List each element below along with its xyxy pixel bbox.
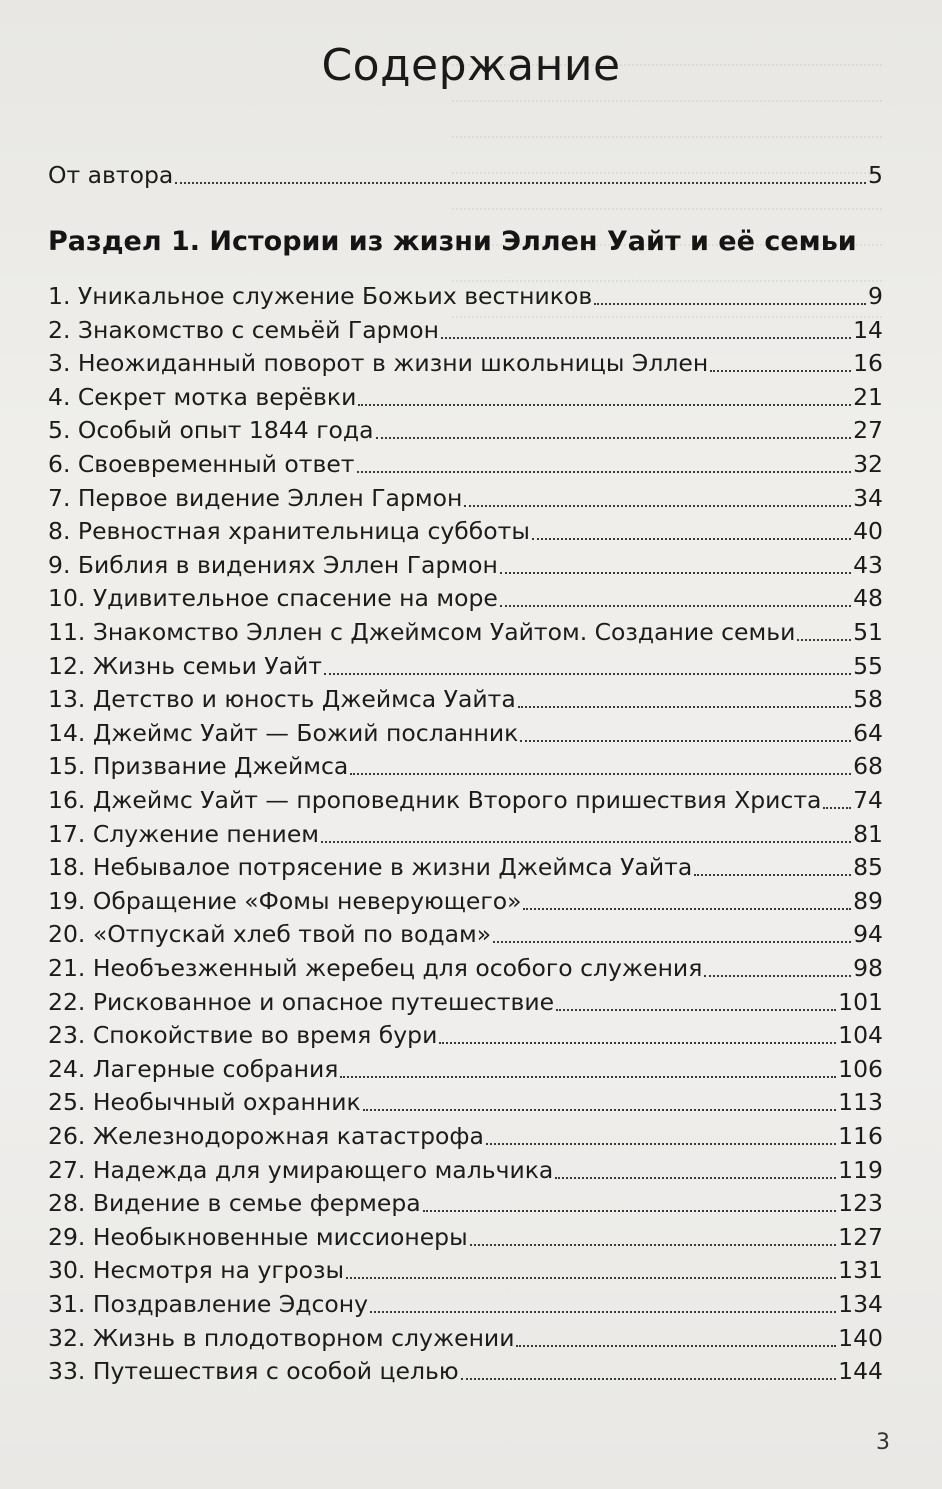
toc-entry-label: 16. Джеймс Уайт — проповедник Второго пришествия Христа — [48, 786, 822, 814]
toc-entry[interactable] — [48, 1184, 883, 1218]
toc-entry-label: 30. Несмотря на угрозы — [48, 1256, 345, 1285]
leader-dots — [175, 181, 866, 184]
toc-entry-page: 98 — [853, 954, 883, 982]
toc-entry-page: 101 — [838, 987, 883, 1016]
toc-entry[interactable] — [48, 1050, 883, 1084]
toc-entry[interactable] — [48, 915, 883, 949]
leader-dots — [523, 907, 851, 910]
toc-entry-page: 68 — [853, 752, 883, 781]
toc-entry-page: 134 — [838, 1290, 883, 1318]
toc-entry-label: 15. Призвание Джеймса — [48, 752, 349, 781]
leader-dots — [555, 1176, 836, 1179]
toc-entry-label: 26. Железнодорожная катастрофа — [48, 1122, 484, 1150]
toc-entry-label: 10. Удивительное спасение на море — [48, 584, 498, 613]
toc-entry-page: 40 — [853, 517, 883, 546]
toc-entry[interactable] — [48, 378, 883, 412]
toc-entry-page: 140 — [838, 1323, 883, 1352]
toc-entry-label: 5. Особый опыт 1844 года — [48, 416, 374, 445]
toc-entry[interactable] — [48, 1117, 883, 1151]
leader-dots — [423, 1209, 836, 1212]
leader-dots — [358, 403, 851, 406]
toc-entry-page: 85 — [853, 853, 883, 882]
leader-dots — [324, 672, 851, 675]
toc-entry-page: 16 — [853, 349, 883, 378]
toc-entry-label: 21. Необъезженный жеребец для особого служения — [48, 954, 703, 982]
leader-dots — [321, 840, 851, 843]
toc-entry-label: 27. Надежда для умирающего мальчика — [48, 1155, 554, 1184]
toc-entry[interactable] — [48, 512, 883, 546]
page-title: Содержание — [321, 40, 621, 91]
toc-entry[interactable] — [48, 1285, 883, 1319]
toc-entry[interactable] — [48, 311, 883, 345]
toc-entry-page: 32 — [853, 450, 883, 478]
leader-dots — [439, 1041, 836, 1044]
toc-entry-page: 131 — [838, 1256, 883, 1285]
toc-entry[interactable] — [48, 949, 883, 983]
toc-entry[interactable] — [48, 613, 883, 647]
toc-entry[interactable] — [48, 1251, 883, 1285]
toc-entry-label: 9. Библия в видениях Эллен Гармон — [48, 550, 498, 579]
toc-entry[interactable] — [48, 411, 883, 445]
toc-entry-page: 74 — [853, 786, 883, 814]
toc-entry[interactable] — [48, 848, 883, 882]
toc-entry-label: 24. Лагерные собрания — [48, 1054, 339, 1083]
toc-entry-page: 51 — [853, 618, 883, 646]
toc-entry[interactable] — [48, 479, 883, 513]
toc-entry-label: От автора — [48, 161, 174, 189]
toc-entry-page: 5 — [868, 161, 883, 189]
toc-entry-page: 58 — [853, 685, 883, 714]
leader-dots — [486, 1142, 836, 1145]
toc-entry[interactable] — [48, 277, 883, 311]
toc-entry-author[interactable] — [48, 156, 883, 190]
toc-entry-page: 106 — [838, 1054, 883, 1083]
leader-dots — [704, 974, 851, 977]
toc-entry-page: 34 — [853, 483, 883, 512]
toc-entry-label: 29. Необыкновенные миссионеры — [48, 1222, 468, 1251]
leader-dots — [350, 772, 851, 775]
toc-entry-page: 64 — [853, 718, 883, 747]
leader-dots — [370, 1310, 836, 1313]
leader-dots — [516, 1344, 836, 1347]
toc-entry[interactable] — [48, 1151, 883, 1185]
leader-dots — [376, 436, 852, 439]
leader-dots — [532, 537, 851, 540]
toc-entry-page: 104 — [838, 1021, 883, 1050]
toc-entry[interactable] — [48, 714, 883, 748]
leader-dots — [461, 1377, 836, 1380]
toc-entry[interactable] — [48, 647, 883, 681]
leader-dots — [340, 1075, 836, 1078]
toc-entry[interactable] — [48, 579, 883, 613]
leader-dots — [441, 336, 851, 339]
toc-entry[interactable] — [48, 781, 883, 815]
leader-dots — [363, 1108, 836, 1111]
toc-entry[interactable] — [48, 546, 883, 580]
toc-entry-page: 116 — [838, 1122, 883, 1150]
toc-entry-label: 6. Своевременный ответ — [48, 450, 355, 478]
leader-dots — [823, 806, 851, 809]
toc-entry-page: 48 — [853, 584, 883, 613]
leader-dots — [556, 1008, 836, 1011]
toc-entry-label: 28. Видение в семье фермера — [48, 1189, 421, 1218]
toc-entry-page: 113 — [838, 1088, 883, 1117]
toc-entry-page: 123 — [838, 1189, 883, 1218]
leader-dots — [520, 739, 851, 742]
toc-entry[interactable] — [48, 1218, 883, 1252]
toc-entry[interactable] — [48, 445, 883, 479]
toc-entry[interactable] — [48, 1319, 883, 1353]
leader-dots — [518, 705, 851, 708]
toc-entry-page: 14 — [853, 315, 883, 344]
toc-entry-page: 94 — [853, 920, 883, 949]
section-heading: Раздел 1. Истории из жизни Эллен Уайт и её семьи — [48, 226, 857, 257]
leader-dots — [493, 940, 851, 943]
leader-dots — [464, 504, 851, 507]
toc-entry-page: 144 — [838, 1357, 883, 1386]
toc-entry-label: 17. Служение пением — [48, 819, 320, 848]
leader-dots — [470, 1243, 837, 1246]
toc-entry-page: 81 — [853, 819, 883, 848]
toc-entry-page: 27 — [853, 416, 883, 445]
toc-entry-label: 32. Жизнь в плодотворном служении — [48, 1323, 515, 1352]
toc-entry-label: 33. Путешествия с особой целью — [48, 1357, 459, 1386]
toc-entry-label: 18. Небывалое потрясение в жизни Джеймса Уайта — [48, 853, 693, 882]
toc-entry-label: 11. Знакомство Эллен с Джеймсом Уайтом. Создание семьи — [48, 618, 796, 646]
leader-dots — [594, 302, 866, 305]
toc-entry-page: 9 — [868, 282, 883, 310]
toc-entry-page: 21 — [853, 382, 883, 411]
leader-dots — [500, 571, 851, 574]
toc-entry-label: 23. Спокойствие во время бури — [48, 1021, 438, 1050]
toc-entry-page: 89 — [853, 886, 883, 915]
leader-dots — [797, 638, 851, 641]
toc-entry[interactable] — [48, 344, 883, 378]
toc-entry-label: 25. Необычный охранник — [48, 1088, 361, 1117]
toc-entry-page: 55 — [853, 651, 883, 680]
leader-dots — [357, 470, 852, 473]
toc-entry[interactable] — [48, 1016, 883, 1050]
toc-entry[interactable] — [48, 882, 883, 916]
leader-dots — [694, 873, 851, 876]
toc-entry[interactable] — [48, 680, 883, 714]
toc-entry-label: 4. Секрет мотка верёвки — [48, 382, 357, 411]
toc-entry[interactable] — [48, 1352, 883, 1386]
toc-entry-label: 8. Ревностная хранительница субботы — [48, 517, 530, 546]
toc-entry-label: 14. Джеймс Уайт — Божий посланник — [48, 718, 519, 747]
leader-dots — [500, 604, 851, 607]
toc-entry-label: 19. Обращение «Фомы неверующего» — [48, 886, 522, 915]
toc-entry[interactable] — [48, 747, 883, 781]
toc-entry-label: 12. Жизнь семьи Уайт — [48, 651, 322, 680]
toc-entry-label: 3. Неожиданный поворот в жизни школьницы Эллен — [48, 349, 709, 378]
leader-dots — [710, 369, 851, 372]
toc-entry-page: 119 — [838, 1155, 883, 1184]
page-number: 3 — [876, 1430, 890, 1455]
toc-entry[interactable] — [48, 983, 883, 1017]
toc-entry-label: 22. Рискованное и опасное путешествие — [48, 987, 555, 1016]
toc-entry-label: 1. Уникальное служение Божьих вестников — [48, 282, 593, 310]
toc-entry-page: 43 — [853, 550, 883, 579]
toc-entry-label: 7. Первое видение Эллен Гармон — [48, 483, 463, 512]
toc-entry-page: 127 — [838, 1222, 883, 1251]
toc-entry-label: 13. Детство и юность Джеймса Уайта — [48, 685, 516, 714]
toc-entry[interactable] — [48, 1083, 883, 1117]
toc-entry-label: 31. Поздравление Эдсону — [48, 1290, 369, 1318]
leader-dots — [346, 1276, 836, 1279]
toc-entry-label: 20. «Отпускай хлеб твой по водам» — [48, 920, 492, 949]
toc-entry[interactable] — [48, 815, 883, 849]
toc-entry-label: 2. Знакомство с семьёй Гармон — [48, 315, 439, 344]
